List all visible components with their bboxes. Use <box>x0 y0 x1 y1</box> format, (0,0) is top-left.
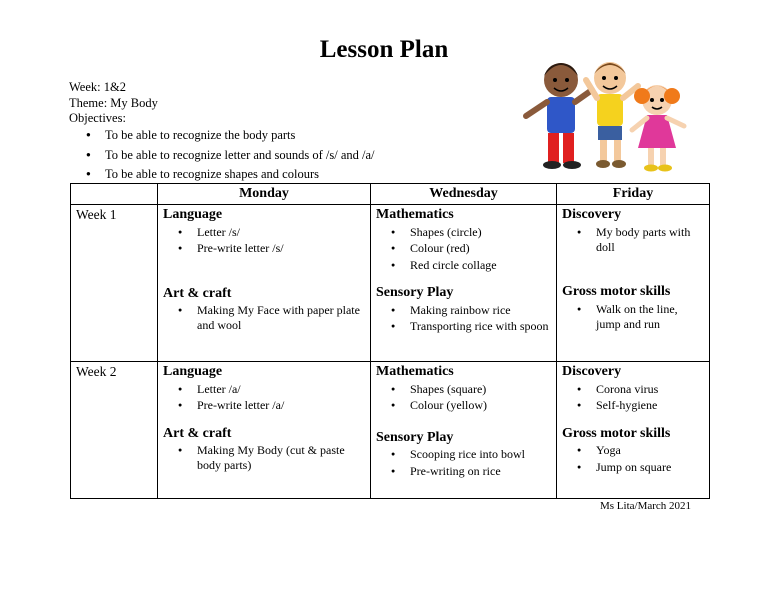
subject-heading: Gross motor skills <box>562 284 671 299</box>
list-item: ● Yoga <box>562 443 704 458</box>
subject-heading: Discovery <box>562 364 622 379</box>
list-item: ● Colour (yellow) <box>376 398 551 413</box>
list-item: ● Walk on the line, jump and run <box>562 302 704 332</box>
activity-list <box>562 382 704 414</box>
activity-list <box>376 382 551 414</box>
friday-cell <box>557 205 710 362</box>
lesson-table <box>70 183 710 499</box>
kid-right-figure <box>632 85 684 172</box>
list-item: ● Pre-write letter /s/ <box>163 241 365 256</box>
objective-item: ● To be able to recognize shapes and colours <box>86 166 375 186</box>
header-friday: Friday <box>557 184 710 205</box>
list-item: ● Shapes (square) <box>376 382 551 397</box>
monday-cell <box>158 205 371 362</box>
friday-cell <box>557 362 710 499</box>
subject-heading: Sensory Play <box>376 429 454 445</box>
wednesday-cell <box>371 205 557 362</box>
header-blank <box>71 184 158 205</box>
theme-line: Theme: My Body <box>69 95 158 110</box>
subject-heading: Sensory Play <box>376 285 454 300</box>
list-item: ● Jump on square <box>562 460 704 475</box>
list-item: ● Shapes (circle) <box>376 225 551 240</box>
activity-list <box>376 447 551 479</box>
list-item: ● Scooping rice into bowl <box>376 447 551 462</box>
list-item: ● Pre-write letter /a/ <box>163 398 365 413</box>
header-monday: Monday <box>158 184 371 205</box>
activity-list <box>376 303 551 335</box>
activity-list <box>562 443 704 475</box>
kid-middle-figure <box>586 62 638 168</box>
objectives-label: Objectives: <box>69 111 126 125</box>
activity-list <box>163 382 365 414</box>
objectives-list <box>86 127 375 186</box>
list-item: ● My body parts with doll <box>562 225 704 255</box>
wednesday-cell <box>371 362 557 499</box>
list-item: ● Making My Body (cut & paste body parts) <box>163 443 365 473</box>
list-item: ● Making rainbow rice <box>376 303 551 318</box>
activity-list <box>163 303 365 333</box>
list-item: ● Transporting rice with spoon <box>376 319 551 334</box>
activity-list <box>163 443 365 473</box>
list-item: ● Letter /a/ <box>163 382 365 397</box>
list-item: ● Colour (red) <box>376 241 551 256</box>
activity-list <box>562 225 704 255</box>
activity-list <box>163 225 365 257</box>
list-item: ● Corona virus <box>562 382 704 397</box>
author-date-footer: Ms Lita/March 2021 <box>600 500 692 512</box>
subject-heading: Discovery <box>562 207 622 222</box>
subject-heading: Language <box>163 207 223 222</box>
subject-heading: Mathematics <box>376 364 454 379</box>
list-item: ● Self-hygiene <box>562 398 704 413</box>
week-label: Week 2 <box>71 362 158 499</box>
subject-heading: Language <box>163 364 223 379</box>
list-item: ● Pre-writing on rice <box>376 464 551 479</box>
list-item: ● Making My Face with paper plate and wool <box>163 303 365 333</box>
table-header-row <box>71 184 710 205</box>
table-row <box>71 362 710 499</box>
monday-cell <box>158 362 371 499</box>
week-line: Week: 1&2 <box>69 80 126 94</box>
subject-heading: Art & craft <box>163 425 232 441</box>
header-wednesday: Wednesday <box>371 184 557 205</box>
activity-list <box>562 302 704 332</box>
objective-item: ● To be able to recognize letter and sounds of /s/ and /a/ <box>86 147 375 167</box>
list-item: ● Red circle collage <box>376 258 551 273</box>
lesson-meta <box>69 80 158 127</box>
activity-list <box>376 225 551 273</box>
children-illustration <box>514 50 700 180</box>
week-label: Week 1 <box>71 205 158 362</box>
list-item: ● Letter /s/ <box>163 225 365 240</box>
objective-item: ● To be able to recognize the body parts <box>86 127 375 147</box>
subject-heading: Art & craft <box>163 285 232 301</box>
kid-left-figure <box>526 63 592 169</box>
subject-heading: Mathematics <box>376 207 454 222</box>
page-title: Lesson Plan <box>319 36 449 63</box>
subject-heading: Gross motor skills <box>562 425 671 441</box>
table-row <box>71 205 710 362</box>
